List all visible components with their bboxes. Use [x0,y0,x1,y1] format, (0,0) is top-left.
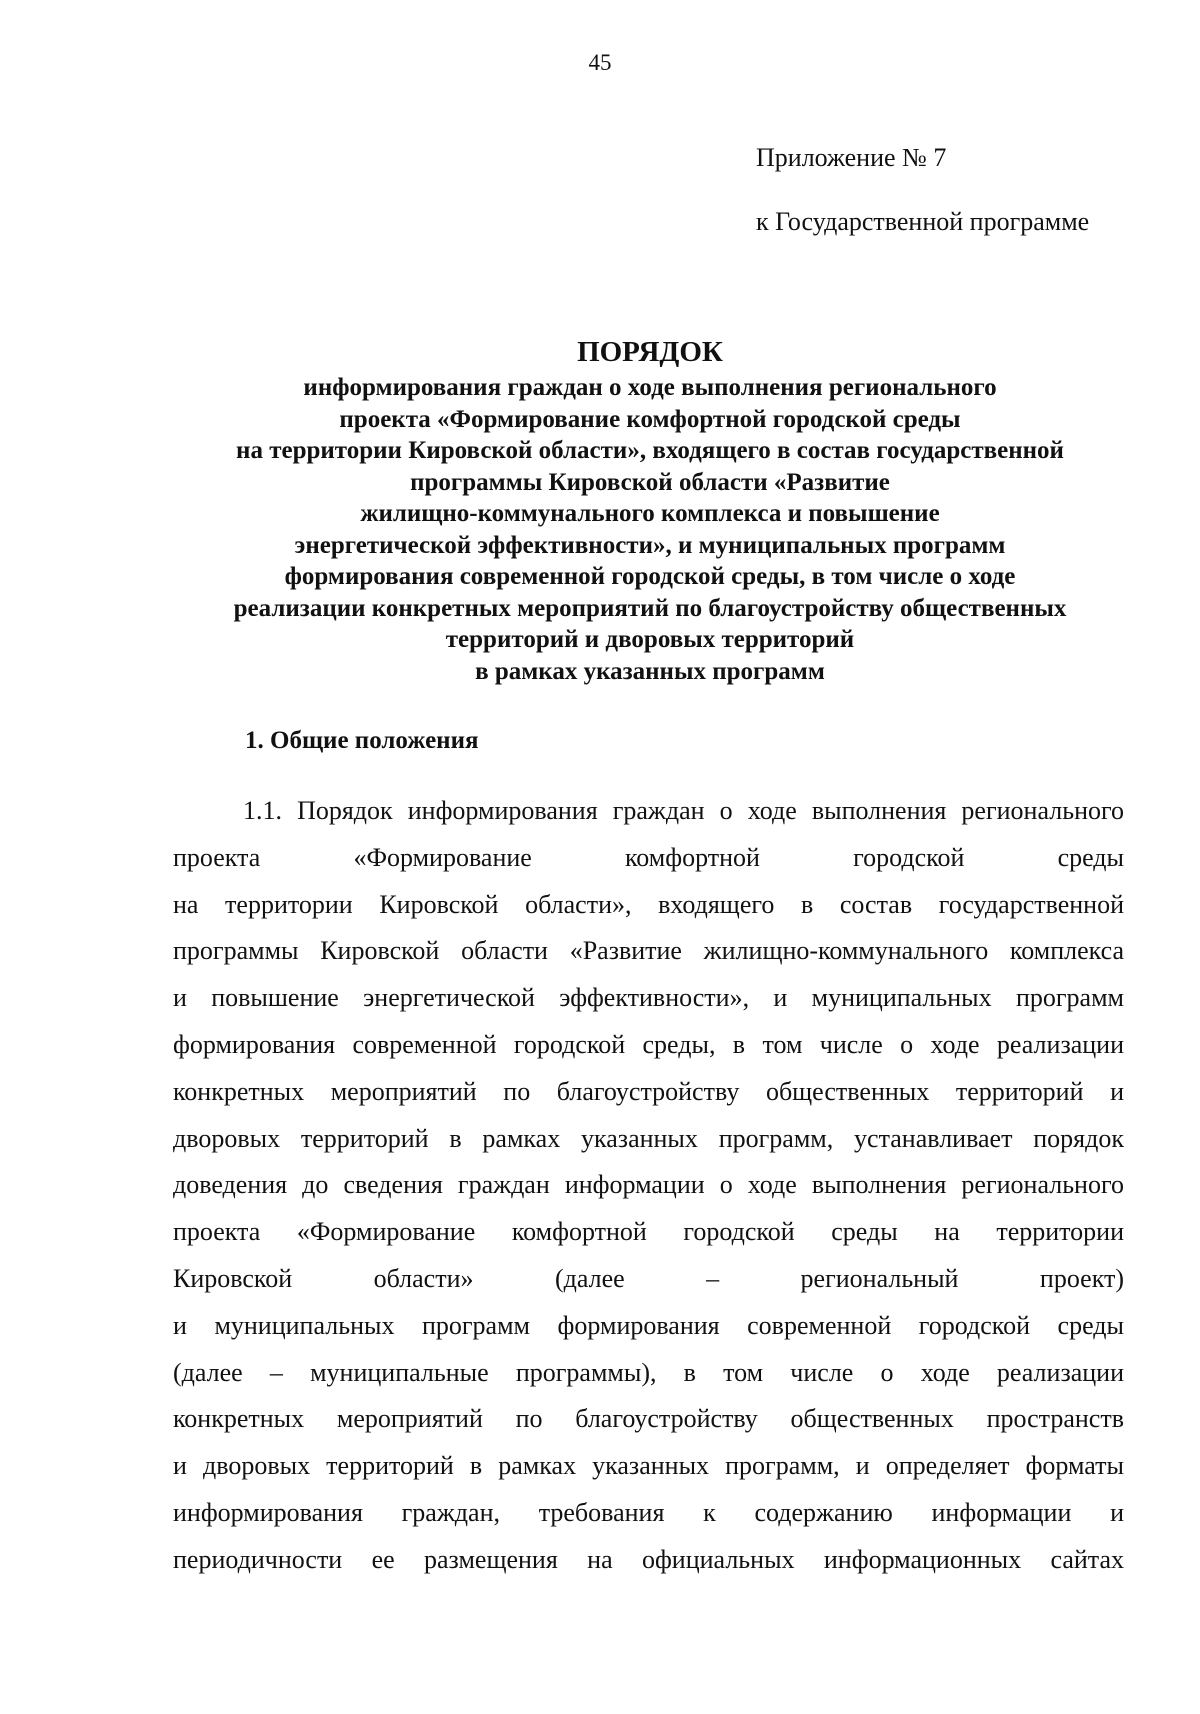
title-line: формирования современной городской среды, в том числе о ходе [284,563,1016,590]
body-line: информирования граждан, требования к содержанию информации и [173,1497,1124,1527]
body-line: и дворовых территорий в рамках указанных программ, и определяет форматы [173,1451,1124,1481]
appendix-reference: к Государственной программе [756,207,1090,236]
body-line: конкретных мероприятий по благоустройству общественных территорий и [173,1076,1124,1106]
title-line: проекта «Формирование комфортной городской среды [339,405,961,433]
body-line: формирования современной городской среды, в том числе о ходе реализации [173,1029,1124,1059]
title-heading: ПОРЯДОК [577,336,723,368]
section-heading: 1. Общие положения [245,727,479,754]
body-line: дворовых территорий в рамках указанных программ, устанавливает порядок [173,1123,1124,1153]
title-line: территорий и дворовых территорий [445,626,855,653]
body-line: Кировской области» (далее – региональный проект) [173,1263,1124,1293]
body-line: программы Кировской области «Развитие жилищно-коммунального комплекса [173,936,1124,966]
page-number: 45 [588,50,612,75]
title-line: реализации конкретных мероприятий по благоустройству общественных [233,594,1067,622]
title-line: энергетической эффективности», и муниципальных программ [294,531,1006,559]
body-line: 1.1. Порядок информирования граждан о ходе выполнения регионального [243,796,1124,825]
body-line: (далее – муниципальные программы), в том числе о ходе реализации [173,1357,1124,1387]
title-line: жилищно-коммунального комплекса и повышение [360,500,940,527]
body-line: и повышение энергетической эффективности», и муниципальных программ [173,983,1124,1013]
appendix-number: Приложение № 7 [756,143,947,172]
title-line: на территории Кировской области», входящего в состав государственной [236,437,1064,464]
body-line: доведения до сведения граждан информации о ходе выполнения регионального [173,1170,1124,1200]
body-line: и муниципальных программ формирования современной городской среды [173,1310,1124,1340]
body-line: конкретных мероприятий по благоустройству общественных пространств [173,1404,1124,1434]
body-line: проекта «Формирование комфортной городской среды на территории [173,1217,1124,1247]
body-line: периодичности ее размещения на официальных информационных сайтах [173,1544,1124,1574]
body-line: проекта «Формирование комфортной городской среды [173,842,1124,872]
title-line: в рамках указанных программ [475,657,825,685]
body-line: на территории Кировской области», входящего в состав государственной [173,889,1124,919]
title-line: информирования граждан о ходе выполнения регионального [303,374,997,401]
title-line: программы Кировской области «Развитие [410,468,890,496]
section-body [173,788,1124,1584]
document-title [150,334,1150,687]
